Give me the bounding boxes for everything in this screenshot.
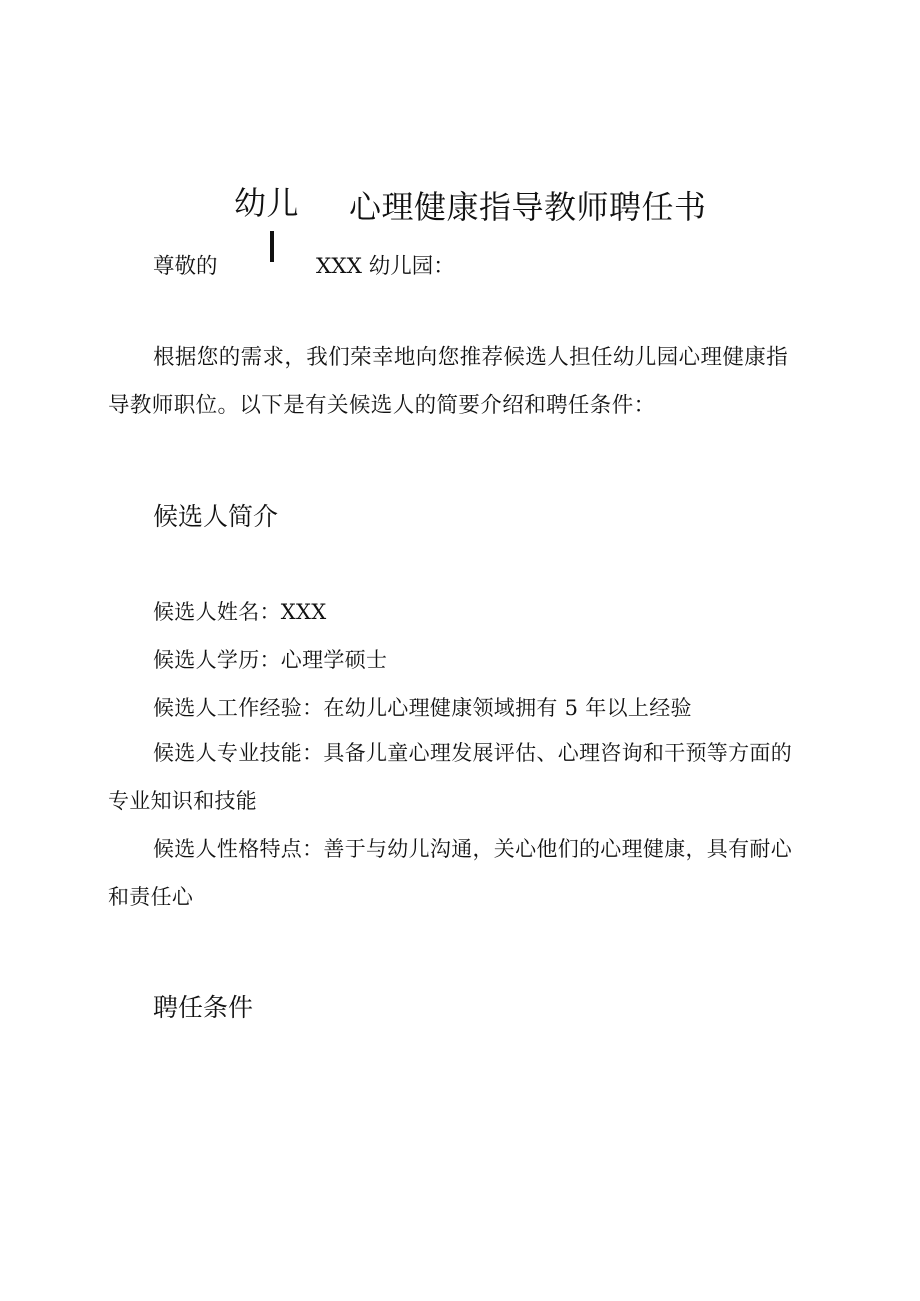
salutation-prefix: 尊敬的 bbox=[153, 254, 218, 279]
section-heading-terms: 聘任条件 bbox=[153, 993, 254, 1022]
candidate-education-line: 候选人学历：心理学硕士 bbox=[153, 648, 388, 672]
candidate-experience-line: 候选人工作经验：在幼儿心理健康领域拥有 5 年以上经验 bbox=[153, 696, 692, 720]
candidate-skills-paragraph: 候选人专业技能：具备儿童心理发展评估、心理咨询和干预等方面的专业知识和技能 bbox=[108, 741, 792, 813]
candidate-personality-paragraph: 候选人性格特点：善于与幼儿沟通，关心他们的心理健康，具有耐心和责任心 bbox=[108, 837, 792, 909]
text-cursor-bar bbox=[270, 231, 274, 262]
title-part-1: 幼儿 bbox=[234, 184, 300, 222]
intro-paragraph: 根据您的需求，我们荣幸地向您推荐候选人担任幼儿园心理健康指导教师职位。以下是有关候选人的简要介绍和聘任条件： bbox=[108, 345, 789, 418]
section-heading-candidate-intro: 候选人简介 bbox=[153, 502, 279, 531]
candidate-name-line: 候选人姓名：XXX bbox=[153, 600, 327, 624]
salutation-recipient: XXX 幼儿园： bbox=[316, 254, 455, 279]
title-part-2: 心理健康指导教师聘任书 bbox=[349, 188, 707, 226]
